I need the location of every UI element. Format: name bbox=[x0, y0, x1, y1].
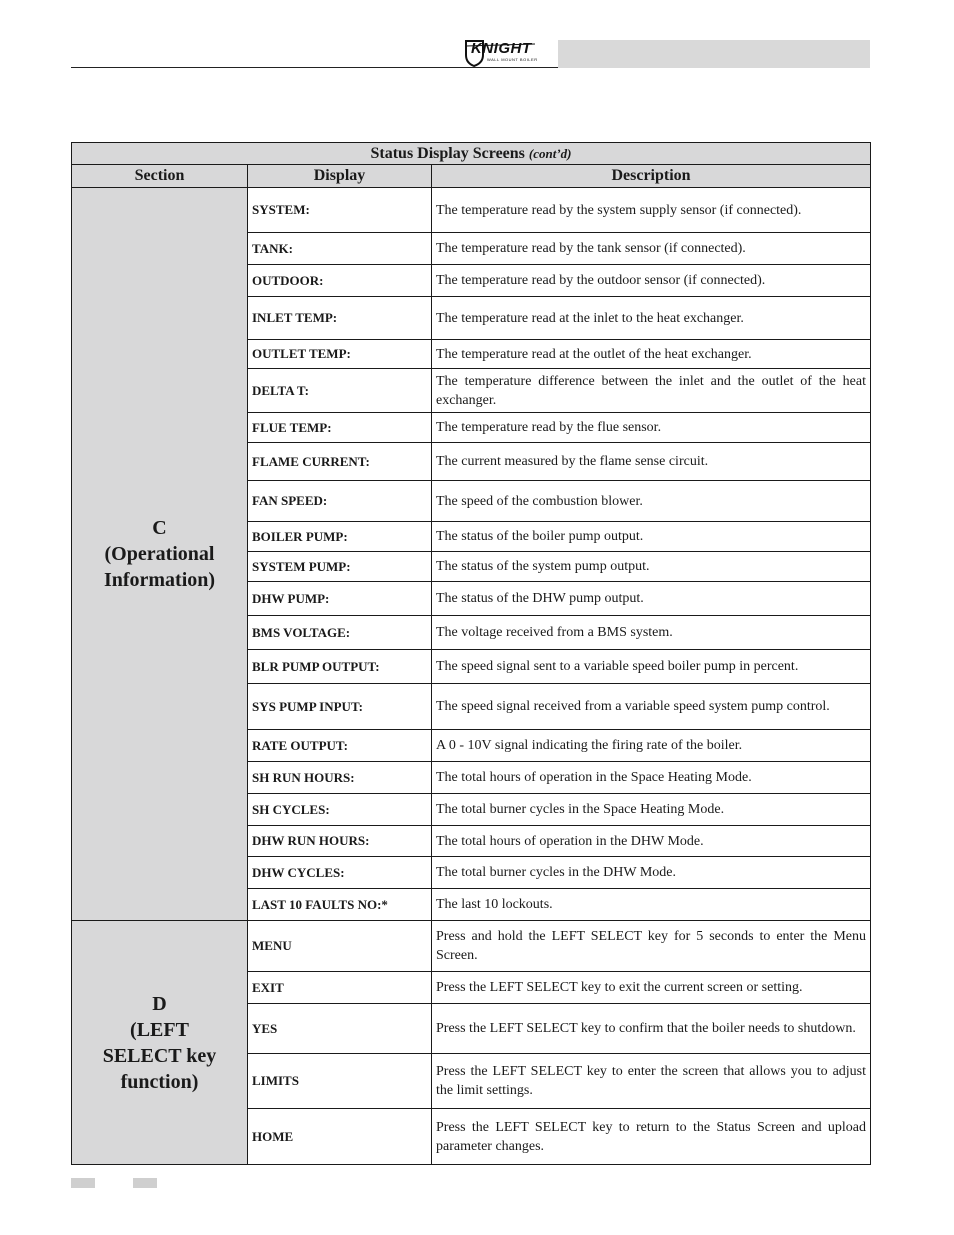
section-cell bbox=[72, 188, 248, 921]
description-cell: Press the LEFT SELECT key to exit the current screen or setting. bbox=[432, 972, 871, 1004]
display-cell: SH CYCLES: bbox=[248, 794, 432, 826]
display-cell: EXIT bbox=[248, 972, 432, 1004]
description-cell: The status of the system pump output. bbox=[432, 552, 871, 582]
description-cell: A 0 - 10V signal indicating the firing rate of the boiler. bbox=[432, 730, 871, 762]
display-cell: DHW RUN HOURS: bbox=[248, 826, 432, 857]
description-cell: The temperature difference between the inlet and the outlet of the heat exchanger. bbox=[432, 369, 871, 413]
display-cell: YES bbox=[248, 1004, 432, 1054]
description-cell: The speed signal sent to a variable speed boiler pump in percent. bbox=[432, 650, 871, 684]
description-cell: The temperature read at the outlet of the heat exchanger. bbox=[432, 340, 871, 369]
display-cell: SYS PUMP INPUT: bbox=[248, 684, 432, 730]
description-cell: The temperature read by the system supply sensor (if connected). bbox=[432, 188, 871, 233]
display-cell: FLAME CURRENT: bbox=[248, 443, 432, 481]
section-name: (LEFT SELECT key function) bbox=[102, 1018, 217, 1093]
description-cell: The speed of the combustion blower. bbox=[432, 481, 871, 522]
display-cell: SH RUN HOURS: bbox=[248, 762, 432, 794]
display-cell: BOILER PUMP: bbox=[248, 522, 432, 552]
description-cell: The total hours of operation in the DHW Mode. bbox=[432, 826, 871, 857]
table-title-row bbox=[72, 143, 871, 165]
status-display-table bbox=[71, 142, 871, 1165]
description-cell: The total burner cycles in the DHW Mode. bbox=[432, 857, 871, 889]
display-cell: DHW CYCLES: bbox=[248, 857, 432, 889]
logo-word: KNIGHT bbox=[471, 40, 532, 57]
column-header-display: Display bbox=[248, 165, 432, 188]
footer-tab-right bbox=[133, 1178, 157, 1188]
display-cell: HOME bbox=[248, 1109, 432, 1165]
display-cell: FLUE TEMP: bbox=[248, 413, 432, 443]
display-cell: LAST 10 FAULTS NO:* bbox=[248, 889, 432, 921]
description-cell: The temperature read by the outdoor sensor (if connected). bbox=[432, 265, 871, 297]
description-cell: The voltage received from a BMS system. bbox=[432, 616, 871, 650]
table-title-note: (cont’d) bbox=[528, 145, 572, 161]
description-cell: The last 10 lockouts. bbox=[432, 889, 871, 921]
column-header-section: Section bbox=[72, 165, 248, 188]
description-cell: The current measured by the flame sense circuit. bbox=[432, 443, 871, 481]
description-cell: The temperature read at the inlet to the heat exchanger. bbox=[432, 297, 871, 340]
description-cell: Press the LEFT SELECT key to enter the screen that allows you to adjust the limit settings. bbox=[432, 1054, 871, 1109]
description-cell: Press and hold the LEFT SELECT key for 5 seconds to enter the Menu Screen. bbox=[432, 921, 871, 972]
table-row bbox=[72, 921, 871, 972]
description-cell: The total hours of operation in the Space Heating Mode. bbox=[432, 762, 871, 794]
table-row bbox=[72, 188, 871, 233]
table-title-text: Status Display Screens bbox=[370, 144, 525, 162]
description-cell: The total burner cycles in the Space Heating Mode. bbox=[432, 794, 871, 826]
description-cell: The temperature read by the tank sensor (if connected). bbox=[432, 233, 871, 265]
knight-logo bbox=[463, 38, 539, 68]
display-cell: MENU bbox=[248, 921, 432, 972]
display-cell: INLET TEMP: bbox=[248, 297, 432, 340]
column-header-description: Description bbox=[432, 165, 871, 188]
header-bar bbox=[558, 40, 870, 68]
display-cell: LIMITS bbox=[248, 1054, 432, 1109]
description-cell: The status of the boiler pump output. bbox=[432, 522, 871, 552]
display-cell: DELTA T: bbox=[248, 369, 432, 413]
description-cell: The status of the DHW pump output. bbox=[432, 582, 871, 616]
description-cell: Press the LEFT SELECT key to confirm that the boiler needs to shutdown. bbox=[432, 1004, 871, 1054]
description-cell: The speed signal received from a variable speed system pump control. bbox=[432, 684, 871, 730]
section-cell bbox=[72, 921, 248, 1165]
footer-tab-left bbox=[71, 1178, 95, 1188]
description-cell: The temperature read by the flue sensor. bbox=[432, 413, 871, 443]
section-letter: C bbox=[152, 517, 167, 539]
section-name: (Operational Information) bbox=[103, 543, 216, 591]
description-cell: Press the LEFT SELECT key to return to the Status Screen and upload parameter changes. bbox=[432, 1109, 871, 1165]
display-cell: OUTDOOR: bbox=[248, 265, 432, 297]
column-header-row bbox=[72, 165, 871, 188]
display-cell: SYSTEM: bbox=[248, 188, 432, 233]
display-cell: DHW PUMP: bbox=[248, 582, 432, 616]
display-cell: FAN SPEED: bbox=[248, 481, 432, 522]
display-cell: RATE OUTPUT: bbox=[248, 730, 432, 762]
display-cell: SYSTEM PUMP: bbox=[248, 552, 432, 582]
logo-subtext: WALL MOUNT BOILER bbox=[487, 57, 538, 62]
section-letter: D bbox=[152, 992, 167, 1015]
display-cell: BMS VOLTAGE: bbox=[248, 616, 432, 650]
display-cell: BLR PUMP OUTPUT: bbox=[248, 650, 432, 684]
display-cell: OUTLET TEMP: bbox=[248, 340, 432, 369]
display-cell: TANK: bbox=[248, 233, 432, 265]
table-title bbox=[72, 143, 871, 165]
